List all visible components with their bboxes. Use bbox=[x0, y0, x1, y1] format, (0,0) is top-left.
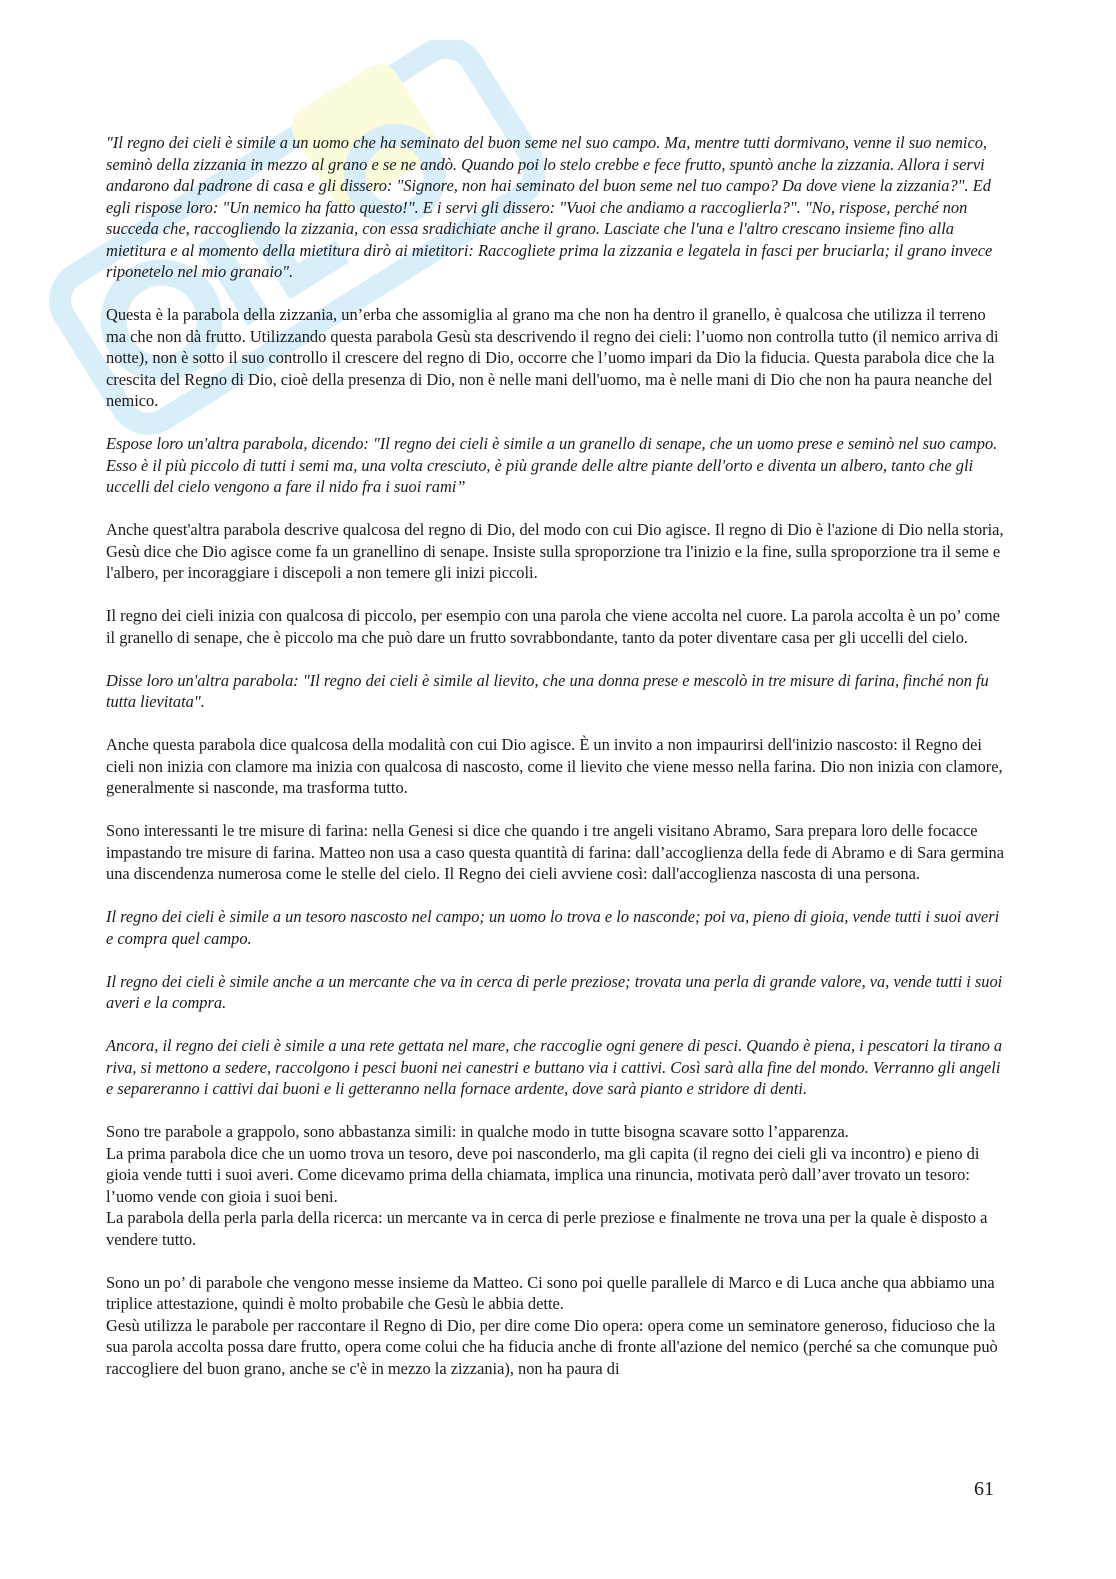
body-paragraph: Il regno dei cieli inizia con qualcosa di piccolo, per esempio con una parola che viene accolta nel cuore. La parola accolta è un po’ come il granello di senape, che è piccolo ma che può dare un frutto sovrabbondante, tanto da poter diventare casa per gli uccelli del cielo. bbox=[106, 606, 1000, 647]
body-paragraph: Sono interessanti le tre misure di farina: nella Genesi si dice che quando i tre angeli visitano Abramo, Sara prepara loro delle focacce impastando tre misure di farina. Matteo non usa a caso questa quantità di farina: dall’accoglienza della fede di Abramo e di Sara germina una discendenza numerosa come le stelle del cielo. Il Regno dei cieli avviene così: dall'accoglienza nascosta di una persona. bbox=[106, 821, 1004, 883]
page-number: 61 bbox=[974, 1478, 994, 1500]
body-paragraph: La prima parabola dice che un uomo trova un tesoro, deve poi nasconderlo, ma gli capita (il regno dei cieli gli va incontro) e pieno di gioia vende tutti i suoi averi. Come dicevamo prima della chiamata, implica una rinuncia, motivata però dall’aver trovato un tesoro: l’uomo vende con gioia i suoi beni. bbox=[106, 1143, 980, 1206]
body-paragraph: Anche quest'altra parabola descrive qualcosa del regno di Dio, del modo con cui Dio agisce. Il regno di Dio è l'azione di Dio nella storia, Gesù dice che Dio agisce come fa un granellino di senape. Insiste sulla sproporzione tra l'inizio e la fine, sulla sproporzione tra il seme e l'albero, per incoraggiare i discepoli a non temere gli inizi piccoli. bbox=[106, 520, 1004, 582]
body-paragraph: Gesù utilizza le parabole per raccontare il Regno di Dio, per dire come Dio opera: opera come un seminatore generoso, fiducioso che la sua parola accolta possa dare frutto, opera come colui che ha fiducia anche di fronte all'azione del nemico (perché sa che comunque può raccogliere del buon grano, anche se c'è in mezzo la zizzania), non ha paura di bbox=[106, 1315, 998, 1378]
quote-paragraph: Ancora, il regno dei cieli è simile a una rete gettata nel mare, che raccoglie ogni genere di pesci. Quando è piena, i pescatori la tirano a riva, si mettono a sedere, raccolgono i pesci buoni nei canestri e buttano via i cattivi. Così sarà alla fine del mondo. Verranno gli angeli e separeranno i cattivi dai buoni e li getteranno nella fornace ardente, dove sarà pianto e stridore di denti. bbox=[106, 1036, 1003, 1098]
body-paragraph: Sono tre parabole a grappolo, sono abbastanza simili: in qualche modo in tutte bisogna scavare sotto l’apparenza. bbox=[106, 1122, 849, 1141]
body-paragraph: Anche questa parabola dice qualcosa della modalità con cui Dio agisce. È un invito a non impaurirsi dell'inizio nascosto: il Regno dei cieli non inizia con clamore ma inizia con qualcosa di nascosto, come il lievito che viene messo nella farina. Dio non inizia con clamore, generalmente si nasconde, ma trasforma tutto. bbox=[106, 735, 1003, 797]
body-paragraph: Sono un po’ di parabole che vengono messe insieme da Matteo. Ci sono poi quelle parallele di Marco e di Luca anche qua abbiamo una triplice attestazione, quindi è molto probabile che Gesù le abbia dette. bbox=[106, 1272, 995, 1313]
document-page bbox=[106, 132, 1006, 1379]
quote-paragraph: Espose loro un'altra parabola, dicendo: "Il regno dei cieli è simile a un granello di senape, che un uomo prese e seminò nel suo campo. Esso è il più piccolo di tutti i semi ma, una volta cresciuto, è più grande delle altre piante dell'orto e diventa un albero, tanto che gli uccelli del cielo vengono a fare il nido fra i suoi rami” bbox=[106, 434, 998, 496]
quote-paragraph: Il regno dei cieli è simile anche a un mercante che va in cerca di perle preziose; trovata una perla di grande valore, va, vende tutti i suoi averi e la compra. bbox=[106, 971, 1003, 1012]
body-paragraph: Questa è la parabola della zizzania, un’erba che assomiglia al grano ma che non ha dentro il granello, è qualcosa che utilizza il terreno ma che non dà frutto. Utilizzando questa parabola Gesù sta descrivendo il regno dei cieli: l’uomo non controlla tutto (il nemico arriva di notte), non è sotto il suo controllo il crescere del regno di Dio, occorre che l’uomo impari da Dio la fiducia. Questa parabola dice che la crescita del Regno di Dio, cioè della presenza di Dio, non è nelle mani dell'uomo, ma è nelle mani di Dio che non ha paura neanche del nemico. bbox=[106, 305, 999, 410]
body-paragraph: La parabola della perla parla della ricerca: un mercante va in cerca di perle preziose e finalmente ne trova una per la quale è disposto a vendere tutto. bbox=[106, 1208, 988, 1249]
quote-paragraph: "Il regno dei cieli è simile a un uomo che ha seminato del buon seme nel suo campo. Ma, mentre tutti dormivano, venne il suo nemico, seminò della zizzania in mezzo al grano e se ne andò. Quando poi lo stelo crebbe e fece frutto, spuntò anche la zizzania. Allora i servi andarono dal padrone di casa e gli dissero: "Signore, non hai seminato del buon seme nel tuo campo? Da dove viene la zizzania?". Ed egli rispose loro: "Un nemico ha fatto questo!". E i servi gli dissero: "Vuoi che andiamo a raccoglierla?". "No, rispose, perché non succeda che, raccogliendo la zizzania, con essa sradichiate anche il grano. Lasciate che l'una e l'altro crescano insieme fino alla mietitura e al momento della mietitura dirò ai mietitori: Raccogliete prima la zizzania e legatela in fasci per bruciarla; il grano invece riponetelo nel mio granaio". bbox=[106, 133, 993, 281]
quote-paragraph: Il regno dei cieli è simile a un tesoro nascosto nel campo; un uomo lo trova e lo nasconde; poi va, pieno di gioia, vende tutti i suoi averi e compra quel campo. bbox=[106, 907, 1000, 948]
quote-paragraph: Disse loro un'altra parabola: "Il regno dei cieli è simile al lievito, che una donna prese e mescolò in tre misure di farina, finché non fu tutta lievitata". bbox=[106, 670, 989, 711]
